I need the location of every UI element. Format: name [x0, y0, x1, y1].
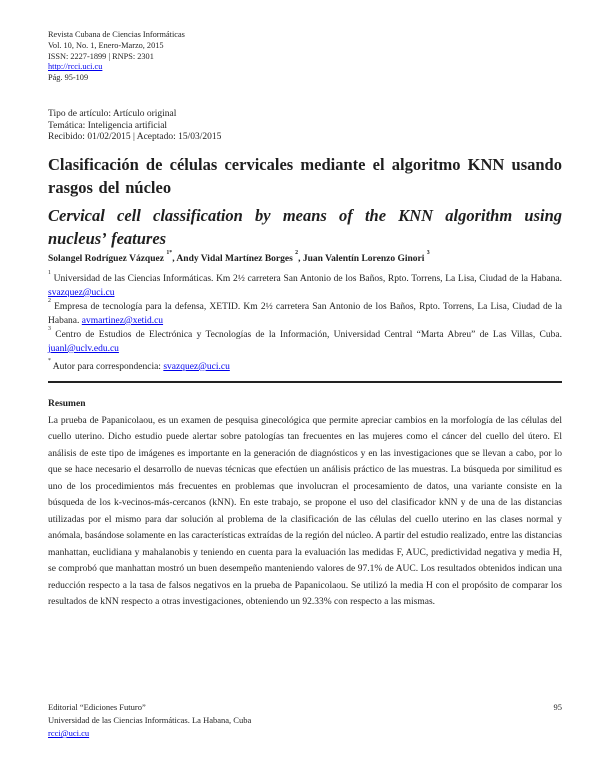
affiliation-1-email-link[interactable]: svazquez@uci.cu: [48, 287, 115, 298]
affiliation-3: [48, 325, 562, 356]
section-divider: [48, 381, 562, 383]
affiliation-1: [48, 269, 562, 300]
affiliation-2: [48, 297, 562, 328]
author-1: [48, 249, 173, 264]
author-1-name: Solangel Rodríguez Vázquez: [48, 253, 167, 264]
author-2-name: Andy Vidal Martínez Borges: [176, 253, 296, 264]
affiliation-1-superscript: 1: [48, 269, 51, 276]
footer-row: [48, 701, 562, 714]
corresponding-superscript: *: [48, 357, 51, 364]
journal-url-link[interactable]: http://rcci.uci.cu: [48, 62, 103, 72]
affiliation-2-superscript: 2: [48, 297, 51, 304]
affiliation-3-email-link[interactable]: juanl@uclv.edu.cu: [48, 343, 119, 354]
author-3: [302, 249, 430, 264]
author-3-name: Juan Valentín Lorenzo Ginori: [302, 253, 427, 264]
page-number: 95: [553, 702, 562, 712]
affiliation-1-text: Universidad de las Ciencias Informáticas. Km 2½ carretera San Antonio de los Baños, Rpto. Torrens, La Lisa, Ciudad de la Habana.: [50, 273, 562, 284]
affiliation-2-email-link[interactable]: avmartinez@xetid.cu: [81, 315, 164, 326]
journal-volume: Vol. 10, No. 1, Enero-Marzo, 2015: [48, 40, 164, 50]
author-1-superscript: 1*: [166, 249, 173, 256]
article-theme: Temática: Inteligencia artificial: [48, 120, 168, 131]
author-2: [176, 249, 299, 264]
footer-university: Universidad de las Ciencias Informáticas. La Habana, Cuba: [48, 715, 252, 725]
journal-pages: Pág. 95-109: [48, 73, 89, 83]
journal-issn: ISSN: 2227-1899 | RNPS: 2301: [48, 51, 154, 61]
footer-editorial: Editorial “Ediciones Futuro”: [48, 702, 146, 712]
article-type: Tipo de artículo: Artículo original: [48, 108, 177, 119]
author-3-superscript: 3: [426, 249, 430, 256]
affiliation-2-text: Empresa de tecnología para la defensa, XETID. Km 2½ carretera San Antonio de los Baños, Rpto. Torrens, La Lisa, Ciudad de la Habana.: [48, 301, 562, 326]
affiliation-3-text: Centro de Estudios de Electrónica y Tecnologías de la Información, Universidad Central “Marta Abreu” de Las Villas, Cuba.: [50, 329, 562, 340]
corresponding-author-line: [48, 357, 562, 373]
title-english: Cervical cell classification by means of the KNN algorithm using nucleus’ features: [48, 205, 562, 248]
abstract-text: La prueba de Papanicolaou, es un examen de pesquisa ginecológica que permite apreciar cambios en la morfología de las células del cuello uterino. Dicho estudio puede alertar sobre patologías tan frecuentes en las mujeres como el cáncer del cuello del útero. El análisis de este tipo de imágenes es importante en la generación de diagnósticos y en las investigaciones que se llevan a cabo, por lo que se hace necesario el desarrollo de nuevas técnicas que efectúen un análisis práctico de las muestras. La búsqueda por similitud es uno de los procedimientos más frecuentes en problemas que involucran el procesamiento de datos, una variante consiste en la búsqueda de los k-vecinos-más-cercanos (kNN). En este trabajo, se propone el uso del clasificador kNN y de una de las distancias utilizadas por el mismo para dar solución al problema de la clasificación de las células del cuello uterino en las clases normal y anómala, basándose solamente en las características extraídas de la región del núcleo. A partir del estudio realizado, entre las distancias manhattan, euclidiana y mahalanobis y teniendo en cuenta para la evaluación las medidas F, AUC, predictividad negativa y media H, se comprobó que manhattan mostró un buen desempeño manteniendo valores de 97.1% de AUC. Los resultados obtenidos indican una reducción respecto a la tasa de falsos negativos en la prueba de Papanicolaou. Se utilizó la media H con el propósito de comparar los resultados de kNN respecto a otras investigaciones, obteniendo un 92.33% con respecto a las mismas.: [48, 415, 562, 608]
author-separator: ,: [298, 253, 303, 264]
article-meta: [48, 109, 562, 144]
abstract-heading: Resumen: [48, 398, 86, 409]
corresponding-email-link[interactable]: svazquez@uci.cu: [163, 361, 230, 372]
author-separator: ,: [172, 253, 177, 264]
affiliations: [48, 269, 562, 356]
author-2-superscript: 2: [295, 249, 299, 256]
authors-line: [48, 249, 562, 266]
journal-name: Revista Cubana de Ciencias Informáticas: [48, 30, 185, 39]
corresponding-label: Autor para correspondencia:: [50, 361, 164, 372]
article-dates: Recibido: 01/02/2015 | Aceptado: 15/03/2015: [48, 132, 222, 143]
title-spanish: Clasificación de células cervicales mediante el algoritmo KNN usando rasgos del núcleo: [48, 154, 562, 197]
footer-email-link[interactable]: rcci@uci.cu: [48, 728, 90, 738]
affiliation-3-superscript: 3: [48, 325, 51, 332]
journal-header: [48, 30, 562, 84]
page-footer: [48, 701, 562, 740]
